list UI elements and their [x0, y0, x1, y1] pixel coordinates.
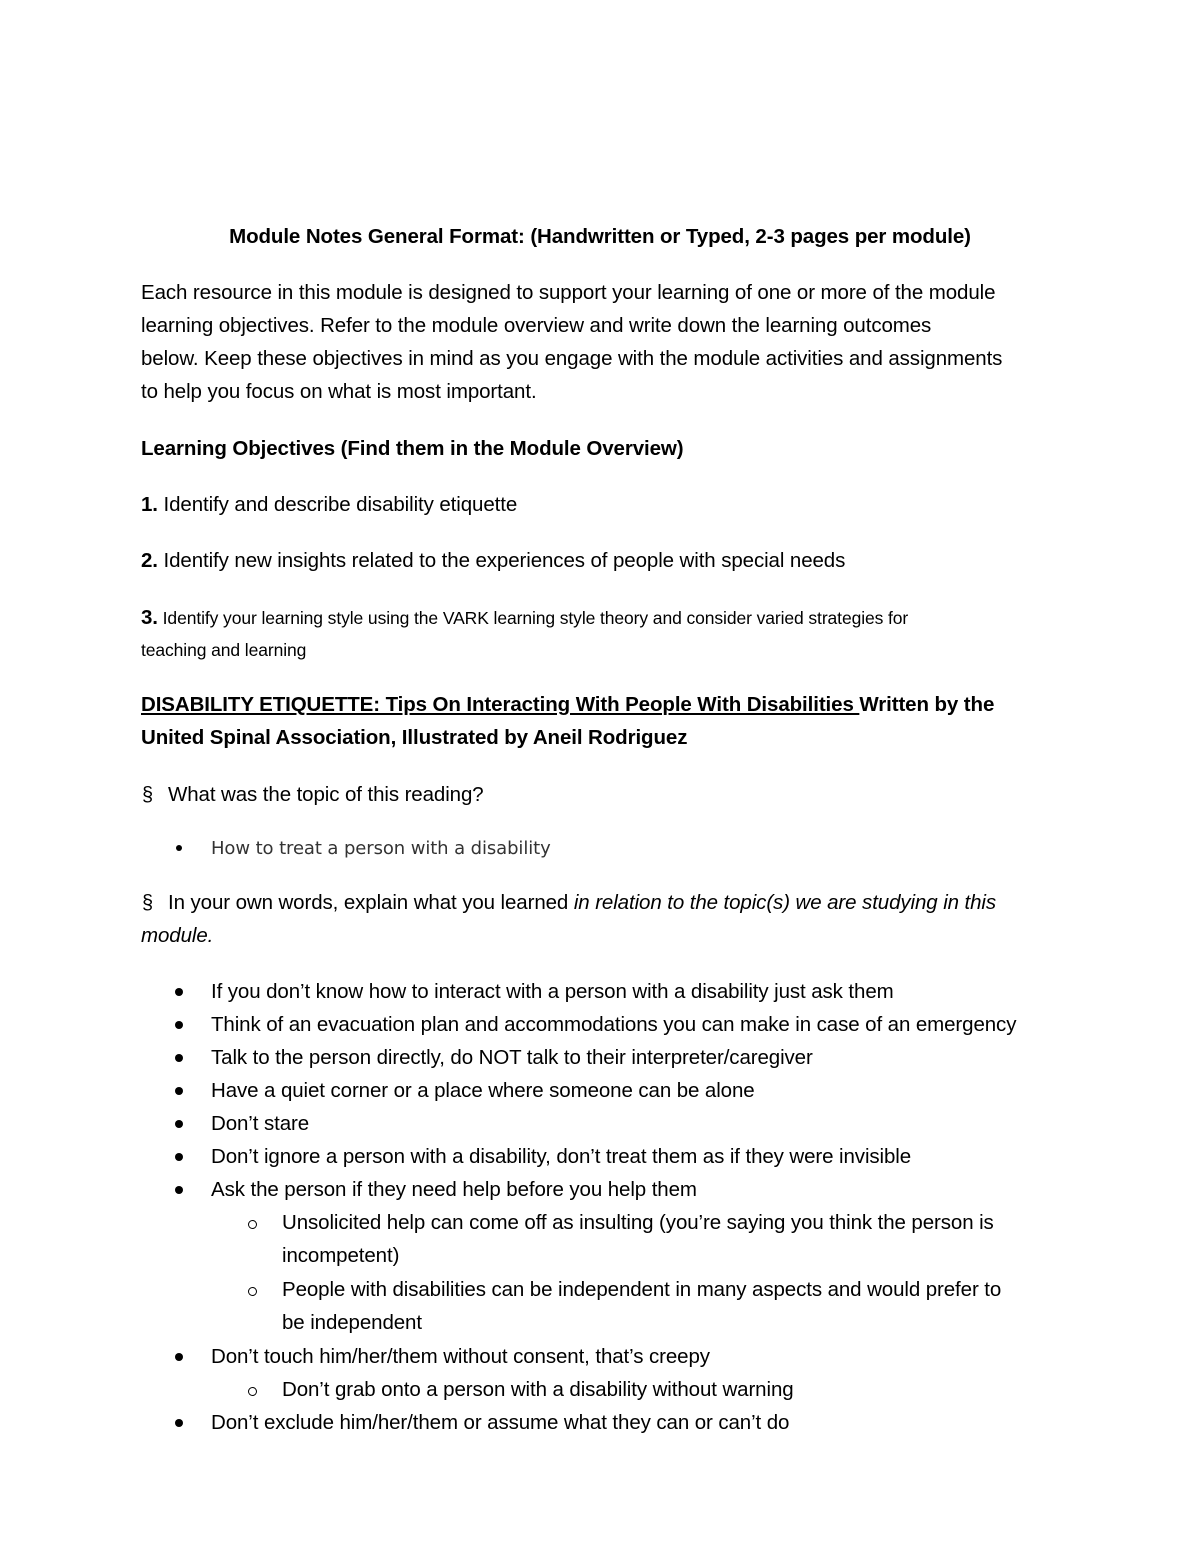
objective-number: 3. — [141, 606, 158, 629]
reading-title — [141, 692, 994, 718]
bullet-icon — [175, 1021, 183, 1029]
objective-3 — [141, 605, 908, 631]
page-title: Module Notes General Format: (Handwritten or Typed, 2-3 pages per module) — [229, 225, 971, 248]
intro-line-4: to help you focus on what is most important. — [141, 380, 537, 403]
bullet-icon — [175, 1120, 183, 1128]
reading-title-link[interactable]: DISABILITY ETIQUETTE: Tips On Interacting With People With Disabilities — [141, 693, 860, 716]
objective-text: Identify and describe disability etiquette — [157, 493, 518, 516]
learned-item-4: Have a quiet corner or a place where someone can be alone — [211, 1079, 755, 1102]
bullet-icon — [175, 1186, 183, 1194]
reading-title-rest: Written by the — [859, 693, 995, 716]
section-symbol-icon: § — [142, 892, 154, 914]
intro-line-3: below. Keep these objectives in mind as you engage with the module activities and assignments — [141, 347, 1003, 370]
learned-item-1: If you don’t know how to interact with a person with a disability just ask them — [211, 980, 894, 1003]
sub-item-2: People with disabilities can be independent in many aspects and would prefer to — [282, 1278, 1002, 1301]
circle-bullet-icon — [248, 1287, 257, 1296]
reading-title-line-2: United Spinal Association, Illustrated by Aneil Rodriguez — [141, 726, 688, 749]
bullet-icon — [175, 1419, 183, 1427]
question-2 — [168, 890, 996, 916]
learned-item-touch: Don’t touch him/her/them without consent, that’s creepy — [211, 1345, 710, 1368]
intro-line-1: Each resource in this module is designed to support your learning of one or more of the module — [141, 281, 996, 304]
question-2-plain: In your own words, explain what you learned — [168, 891, 574, 914]
section-symbol-icon: § — [142, 784, 154, 806]
objectives-heading: Learning Objectives (Find them in the Module Overview) — [141, 437, 684, 460]
bullet-icon — [175, 1054, 183, 1062]
learned-item-7: Ask the person if they need help before you help them — [211, 1178, 697, 1201]
sub-item-1-continued: incompetent) — [282, 1244, 400, 1267]
learned-item-6: Don’t ignore a person with a disability, don’t treat them as if they were invisible — [211, 1145, 912, 1168]
circle-bullet-icon — [248, 1387, 257, 1396]
bullet-icon — [175, 1087, 183, 1095]
sub-item-touch: Don’t grab onto a person with a disability without warning — [282, 1378, 794, 1401]
intro-line-2: learning objectives. Refer to the module overview and write down the learning outcomes — [141, 314, 932, 337]
learned-item-3: Talk to the person directly, do NOT talk to their interpreter/caregiver — [211, 1046, 813, 1069]
objective-text: Identify new insights related to the experiences of people with special needs — [157, 549, 846, 572]
bullet-icon — [175, 988, 183, 996]
learned-item-2: Think of an evacuation plan and accommodations you can make in case of an emergency — [211, 1013, 1017, 1036]
question-1: What was the topic of this reading? — [168, 783, 484, 806]
bullet-icon — [176, 845, 182, 851]
objective-number: 1. — [141, 493, 158, 516]
sub-item-1: Unsolicited help can come off as insulting (you’re saying you think the person is — [282, 1211, 994, 1234]
bullet-icon — [175, 1353, 183, 1361]
sub-item-2-continued: be independent — [282, 1311, 422, 1334]
question-1-answer: How to treat a person with a disability — [211, 838, 551, 859]
objective-2 — [141, 548, 845, 574]
question-2-continued: module. — [141, 924, 214, 947]
objective-3-continued: teaching and learning — [141, 640, 307, 660]
learned-item-exclude: Don’t exclude him/her/them or assume what they can or can’t do — [211, 1411, 790, 1434]
objective-text: Identify your learning style using the VARK learning style theory and consider varied strategies for — [157, 608, 909, 628]
circle-bullet-icon — [248, 1220, 257, 1229]
bullet-icon — [175, 1153, 183, 1161]
objective-1 — [141, 492, 517, 518]
question-2-italic: in relation to the topic(s) we are studying in this — [573, 891, 997, 914]
learned-item-5: Don’t stare — [211, 1112, 310, 1135]
objective-number: 2. — [141, 549, 158, 572]
